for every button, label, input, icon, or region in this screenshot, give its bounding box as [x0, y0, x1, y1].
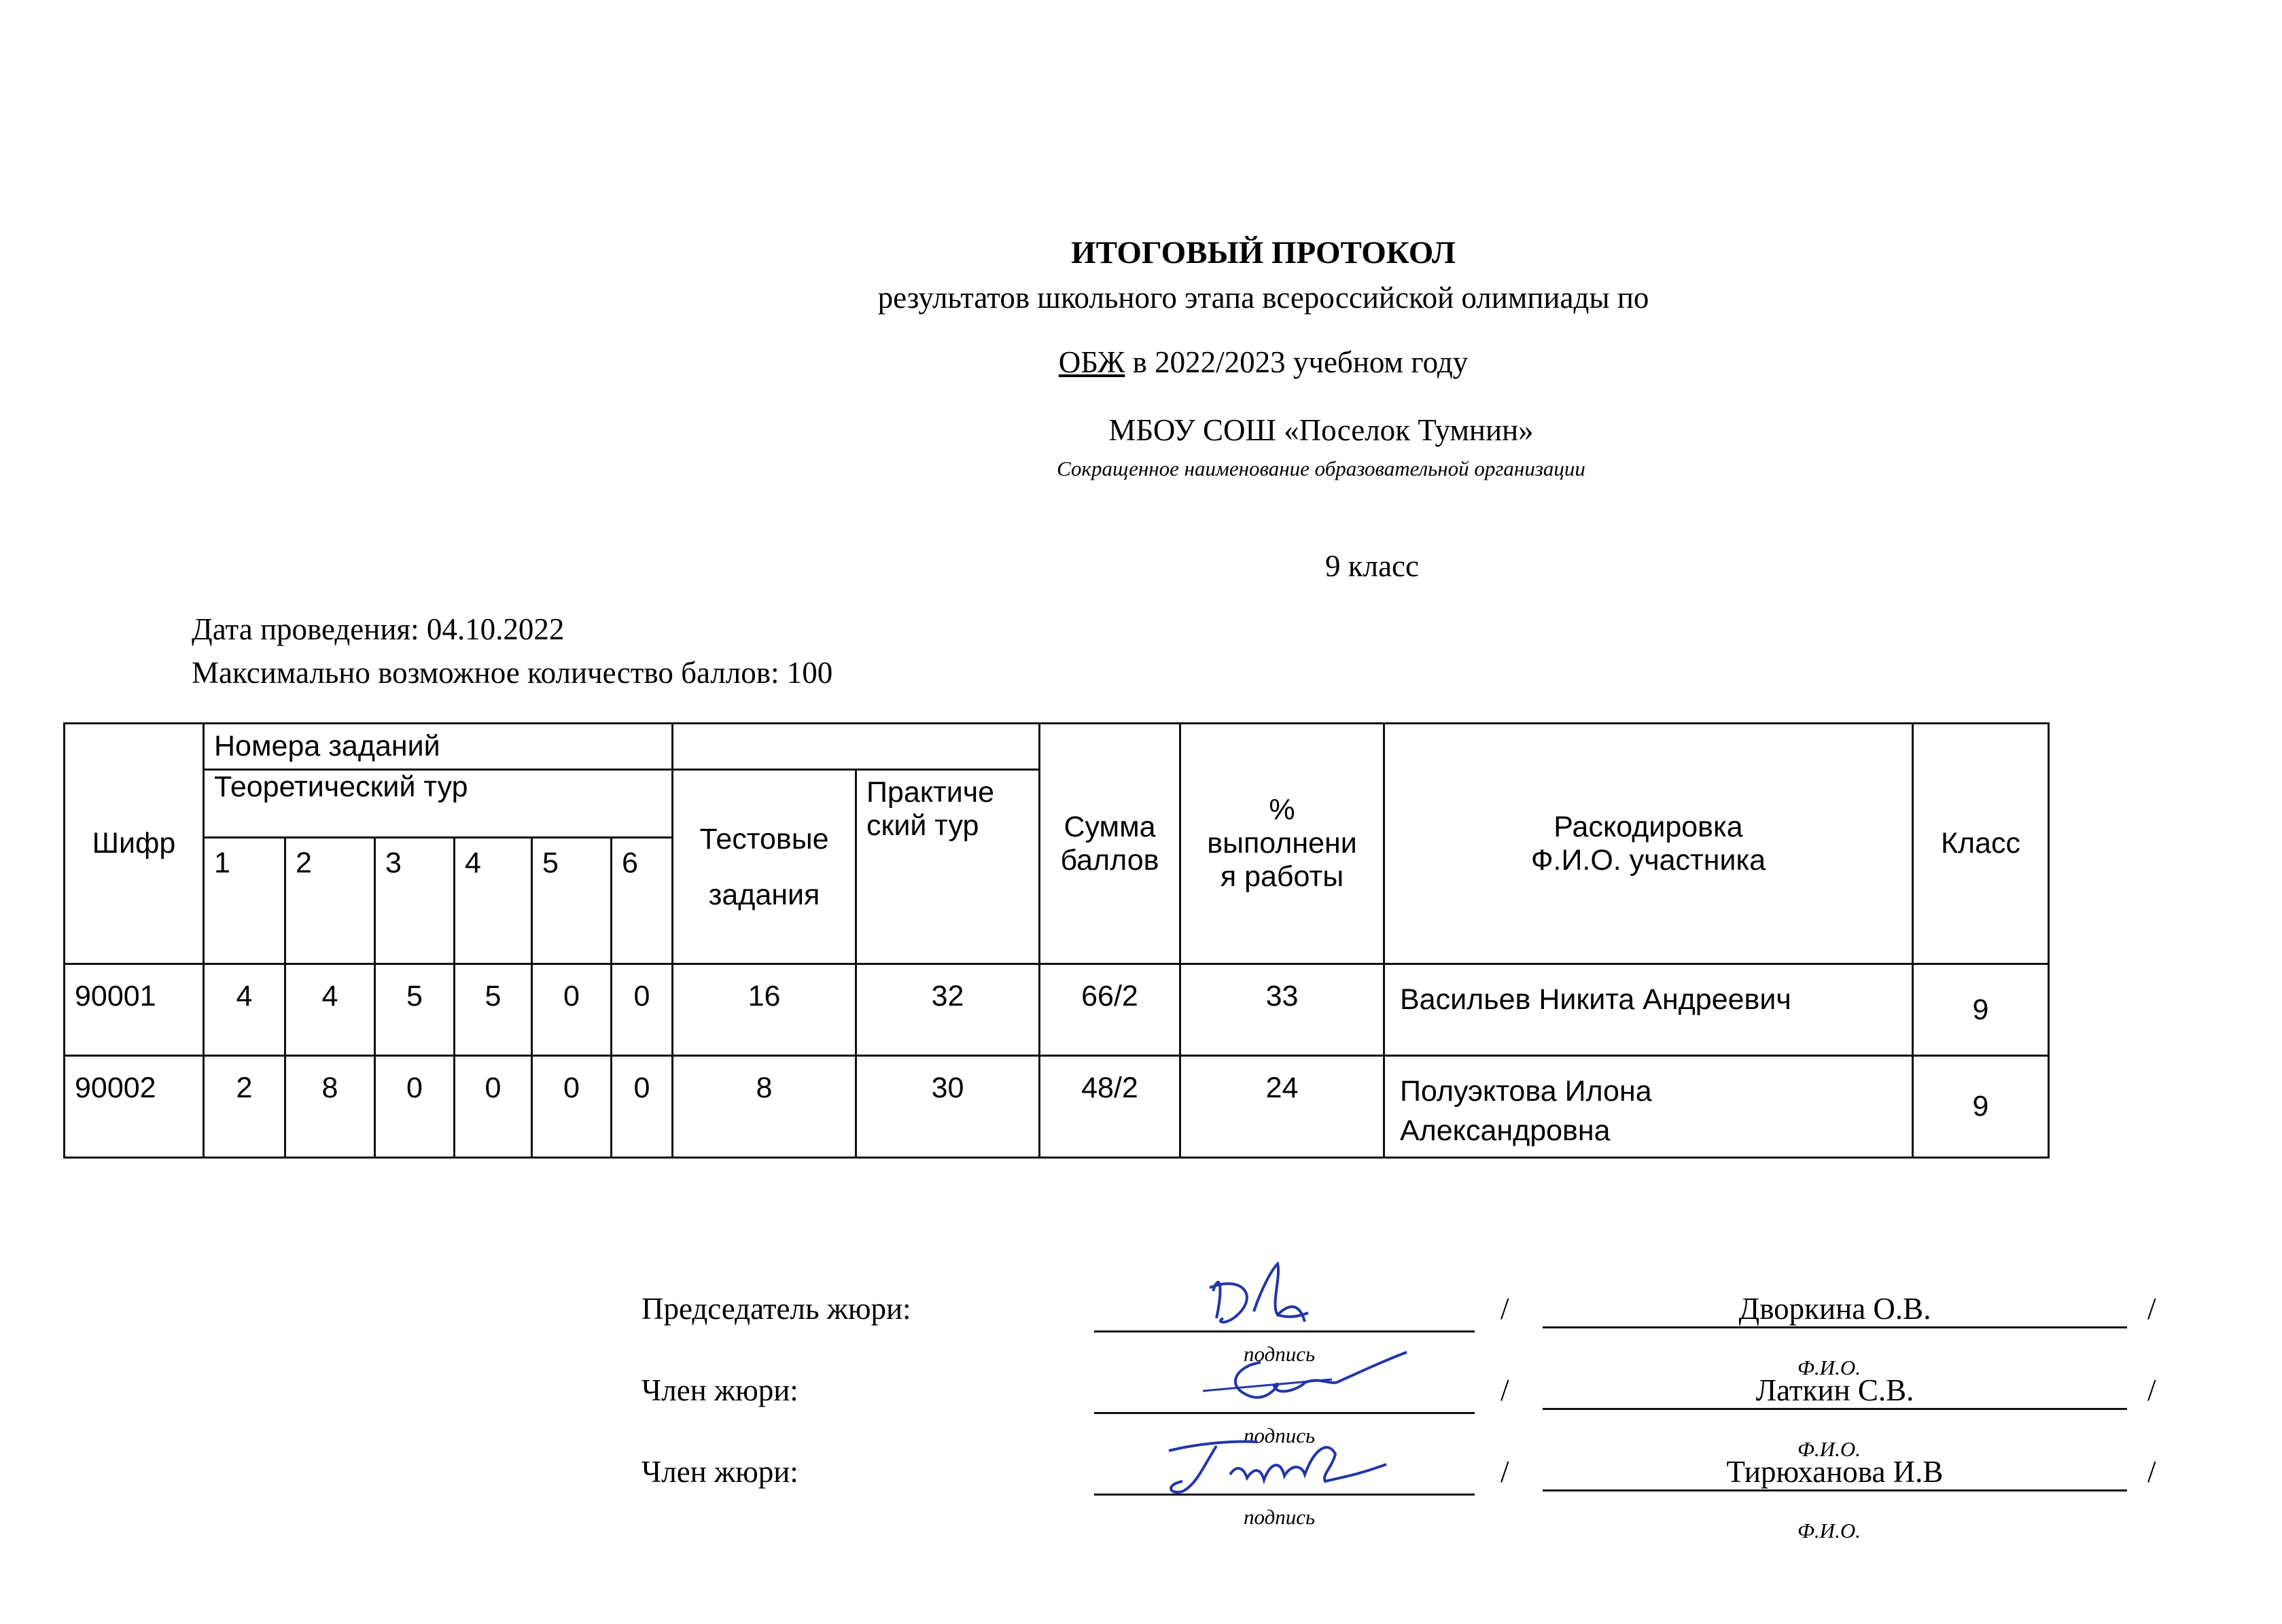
member-label: Член жюри:	[642, 1455, 798, 1489]
event-date: Дата проведения: 04.10.2022	[192, 612, 565, 646]
max-score: Максимально возможное количество баллов: 100	[192, 656, 833, 690]
row-task-score: 0	[612, 964, 673, 1056]
row-percent: 24	[1180, 1056, 1384, 1158]
table-row	[65, 1056, 2049, 1158]
row-practice-score: 32	[856, 964, 1040, 1056]
row-task-score: 0	[375, 1056, 455, 1158]
task-number-1: 1	[204, 838, 285, 964]
member2-name: Тирюханова И.В	[1543, 1454, 2127, 1491]
task-number-5: 5	[532, 838, 612, 964]
row-participant-name: Полуэктова Илона Александровна	[1384, 1056, 1913, 1158]
row-task-score: 0	[532, 964, 612, 1056]
school-name: МБОУ СОШ «Поселок Тумнин»	[1108, 413, 1534, 447]
slash: /	[2147, 1455, 2156, 1489]
row-participant-name: Васильев Никита Андреевич	[1384, 964, 1913, 1056]
grade-label: 9 класс	[1325, 549, 1419, 583]
academic-year: в 2022/2023 учебном году	[1125, 345, 1469, 379]
header-percent: % выполнени я работы	[1180, 724, 1384, 964]
member1-name: Латкин С.В.	[1543, 1373, 2127, 1410]
row-task-score: 5	[455, 964, 532, 1056]
slash: /	[1500, 1292, 1509, 1326]
row-task-score: 0	[612, 1056, 673, 1158]
document-subtitle: результатов школьного этапа всероссийской олимпиады по	[877, 281, 1649, 315]
row-task-score: 0	[532, 1056, 612, 1158]
row-practice-score: 30	[856, 1056, 1040, 1158]
school-caption: Сокращенное наименование образовательной организации	[1057, 457, 1585, 480]
row-task-score: 4	[285, 964, 375, 1056]
row-code: 90001	[65, 964, 204, 1056]
subject-name: ОБЖ	[1058, 345, 1125, 379]
fio-caption: Ф.И.О.	[1797, 1519, 1861, 1542]
fio-caption: Ф.И.О.	[1797, 1437, 1861, 1461]
task-number-3: 3	[375, 838, 455, 964]
row-test-score: 16	[673, 964, 856, 1056]
header-class: Класс	[1913, 724, 2049, 964]
row-class: 9	[1913, 1056, 2049, 1158]
row-percent: 33	[1180, 964, 1384, 1056]
header-sum: Сумма баллов	[1040, 724, 1180, 964]
chair-name: Дворкина О.В.	[1543, 1291, 2127, 1328]
row-sum: 66/2	[1040, 964, 1180, 1056]
task-number-6: 6	[612, 838, 673, 964]
header-decoding: Раскодировка Ф.И.О. участника	[1384, 724, 1913, 964]
task-number-2: 2	[285, 838, 375, 964]
member2-signature-image	[1155, 1427, 1400, 1502]
signature-caption: подпись	[1244, 1342, 1316, 1366]
slash: /	[1500, 1455, 1509, 1489]
row-test-score: 8	[673, 1056, 856, 1158]
slash: /	[2147, 1292, 2156, 1326]
fio-caption: Ф.И.О.	[1797, 1356, 1861, 1379]
subject-line	[122, 345, 2282, 380]
signature-caption: подпись	[1244, 1505, 1316, 1529]
row-task-score: 2	[204, 1056, 285, 1158]
header-test: Тестовые задания	[673, 770, 856, 964]
row-class: 9	[1913, 964, 2049, 1056]
header-blank	[673, 724, 1040, 770]
member1-signature-image	[1196, 1349, 1414, 1417]
header-practice: Практиче ский тур	[856, 770, 1040, 964]
row-task-score: 8	[285, 1056, 375, 1158]
results-table	[63, 722, 2050, 1159]
member-label: Член жюри:	[642, 1373, 798, 1407]
chair-signature-image	[1196, 1250, 1332, 1345]
slash: /	[2147, 1373, 2156, 1407]
row-sum: 48/2	[1040, 1056, 1180, 1158]
chair-label: Председатель жюри:	[642, 1292, 911, 1326]
document-title: ИТОГОВЫЙ ПРОТОКОЛ	[1071, 235, 1456, 270]
row-task-score: 0	[455, 1056, 532, 1158]
table-row	[65, 964, 2049, 1056]
task-number-4: 4	[455, 838, 532, 964]
header-task-numbers: Номера заданий	[204, 724, 673, 770]
row-code: 90002	[65, 1056, 204, 1158]
header-theory: Теоретический тур	[204, 770, 673, 838]
row-task-score: 4	[204, 964, 285, 1056]
slash: /	[1500, 1373, 1509, 1407]
row-task-score: 5	[375, 964, 455, 1056]
signature-caption: подпись	[1244, 1424, 1316, 1447]
header-code: Шифр	[65, 724, 204, 964]
